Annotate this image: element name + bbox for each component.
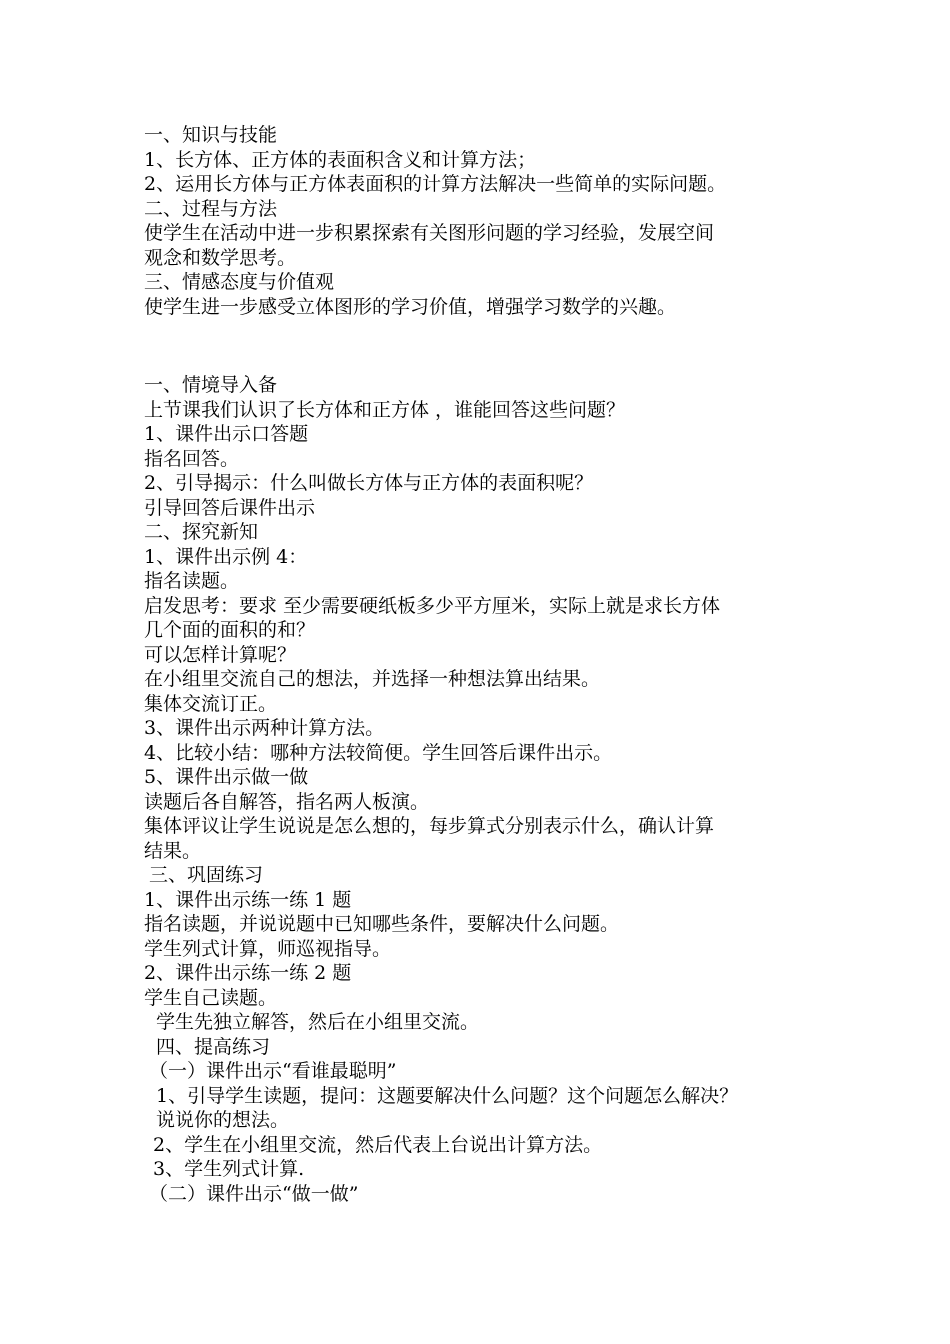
- paragraph-line: 说说你的想法。: [156, 1109, 290, 1131]
- objective-item: 2、运用长方体与正方体表面积的计算方法解决一些简单的实际问题。: [144, 173, 727, 195]
- teaching-objectives: [144, 123, 824, 319]
- paragraph-line: 集体评议让学生说说是怎么想的，每步算式分别表示什么，确认计算: [144, 815, 715, 837]
- paragraph-line: 使学生进一步感受立体图形的学习价值，增强学习数学的兴趣。: [144, 295, 677, 318]
- step-item: 3、学生列式计算.: [153, 1158, 305, 1180]
- paragraph-line: 上节课我们认识了长方体和正方体 ，谁能回答这些问题？: [144, 398, 626, 421]
- step-item: 2、引导揭示：什么叫做长方体与正方体的表面积呢？: [144, 472, 594, 494]
- paragraph-line: 指名读题，并说说题中已知哪些条件，要解决什么问题。: [144, 913, 620, 935]
- section-heading-process-methods: 二、过程与方法: [144, 197, 278, 220]
- section-heading-knowledge-skills: 一、知识与技能: [144, 124, 278, 146]
- step-item: 1、课件出示练一练 1 题: [144, 888, 352, 911]
- step-item: 5、课件出示做一做: [144, 766, 309, 788]
- paragraph-line: 学生自己读题。: [144, 986, 278, 1009]
- paragraph-line: 观念和数学思考。: [144, 246, 297, 269]
- section-heading-attitudes-values: 三、情感态度与价值观: [144, 271, 335, 293]
- paragraph-line: 启发思考：要求 至少需要硬纸板多少平方厘米，实际上就是求长方体: [144, 594, 721, 617]
- section-heading-advanced-practice: 四、提高练习: [156, 1035, 271, 1058]
- paragraph-line: 使学生在活动中进一步积累探索有关图形问题的学习经验，发展空间: [144, 222, 715, 244]
- objective-item: 1、长方体、正方体的表面积含义和计算方法；: [144, 148, 537, 171]
- step-item: 2、学生在小组里交流，然后代表上台说出计算方法。: [153, 1133, 603, 1156]
- paragraph-line: 读题后各自解答，指名两人板演。: [144, 790, 430, 813]
- paragraph-line: 引导回答后课件出示: [144, 496, 316, 519]
- paragraph-line: 指名读题。: [144, 570, 240, 592]
- paragraph-line: 指名回答。: [144, 447, 240, 470]
- step-item: 4、比较小结：哪种方法较简便。学生回答后课件出示。: [144, 741, 613, 764]
- step-item: 2、课件出示练一练 2 题: [144, 962, 352, 984]
- paragraph-line: 结果。: [144, 839, 202, 862]
- subsection-heading: （二）课件出示“做一做”: [149, 1182, 359, 1205]
- step-item: 1、课件出示口答题: [144, 423, 309, 445]
- section-heading-situation-intro: 一、情境导入备: [144, 374, 278, 396]
- paragraph-line: 集体交流订正。: [144, 692, 278, 715]
- paragraph-line: 可以怎样计算呢？: [144, 643, 297, 666]
- subsection-heading: （一）课件出示“看谁最聪明”: [149, 1060, 397, 1082]
- step-item: 3、课件出示两种计算方法。: [144, 717, 385, 739]
- teaching-process: [144, 373, 824, 1206]
- section-heading-consolidation: 三、巩固练习: [149, 864, 264, 886]
- step-item: 1、课件出示例 4：: [144, 545, 308, 568]
- step-item: 1、引导学生读题，提问：这题要解决什么问题？这个问题怎么解决？: [156, 1084, 739, 1107]
- paragraph-line: 几个面的面积的和？: [144, 619, 316, 641]
- section-heading-explore-new: 二、探究新知: [144, 521, 259, 543]
- paragraph-line: 学生列式计算，师巡视指导。: [144, 937, 392, 960]
- paragraph-line: 学生先独立解答，然后在小组里交流。: [156, 1011, 480, 1033]
- paragraph-line: 在小组里交流自己的想法，并选择一种想法算出结果。: [144, 668, 601, 690]
